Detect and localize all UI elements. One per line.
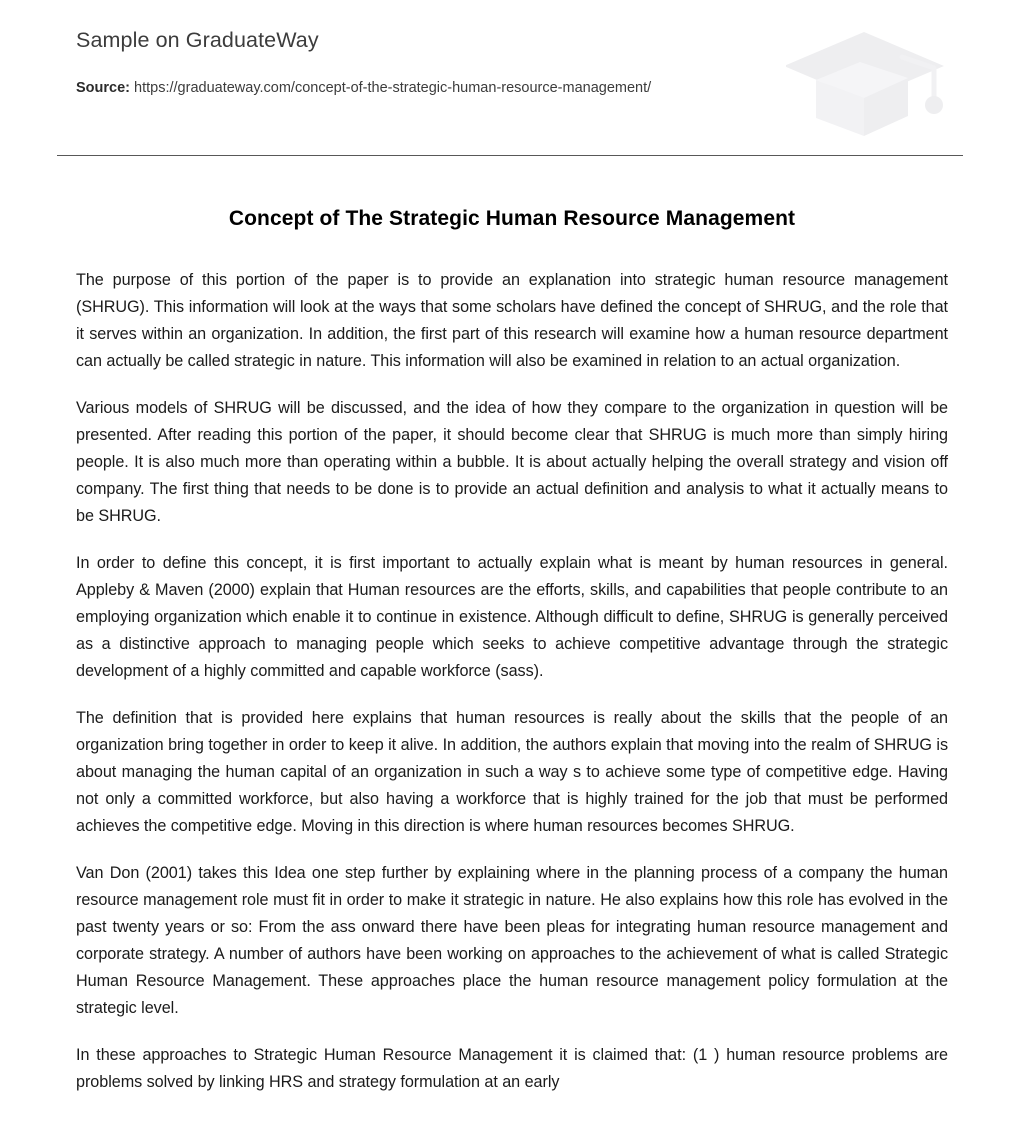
body-paragraph: The definition that is provided here explains that human resources is really about the skills that the people of an organization bring together in order to keep it alive. In addition, the authors explain that moving into the realm of SHRUG is about managing the human capital of an organization in such a way s to achieve some type of competitive edge. Having not only a committed workforce, but also having a workforce that is highly trained for the job that must be performed achieves the competitive edge. Moving in this direction is where human resources becomes SHRUG. <box>76 709 948 835</box>
header-divider <box>57 155 963 156</box>
body-paragraph: Various models of SHRUG will be discussed, and the idea of how they compare to the organization in question will be presented. After reading this portion of the paper, it should become clear that SHRUG is much more than simply hiring people. It is also much more than operating within a bubble. It is about actually helping the overall strategy and vision off company. The first thing that needs to be done is to provide an actual definition and analysis to what it actually means to be SHRUG. <box>76 399 948 525</box>
page-title: Concept of The Strategic Human Resource Management <box>228 207 796 230</box>
body-paragraph: In order to define this concept, it is first important to actually explain what is meant by human resources in general. Appleby & Maven (2000) explain that Human resources are the efforts, skills, and capabilities that people contribute to an employing organization which enable it to continue in existence. Although difficult to define, SHRUG is generally perceived as a distinctive approach to managing people which seeks to achieve competitive advantage through the strategic development of a highly committed and capable workforce (sass). <box>76 554 948 680</box>
site-title: Sample on GraduateWay <box>76 28 319 52</box>
source-line <box>76 78 706 99</box>
page-header <box>0 0 1024 156</box>
source-url[interactable]: https://graduateway.com/concept-of-the-strategic-human-resource-management/ <box>134 80 652 96</box>
body-paragraph: The purpose of this portion of the paper is to provide an explanation into strategic human resource management (SHRUG). This information will look at the ways that some scholars have defined the concept of SHRUG, and the role that it serves within an organization. In addition, the first part of this research will examine how a human resource department can actually be called strategic in nature. This information will also be examined in relation to an actual organization. <box>76 271 948 370</box>
graduation-cap-icon <box>786 26 966 138</box>
body-paragraph: In these approaches to Strategic Human Resource Management it is claimed that: (1 ) human resource problems are problems solved by linking HRS and strategy formulation at an early <box>76 1046 948 1091</box>
body-paragraph: Van Don (2001) takes this Idea one step further by explaining where in the planning process of a company the human resource management role must fit in order to make it strategic in nature. He also explains how this role has evolved in the past twenty years or so: From the ass onward there have been pleas for integrating human resource management and corporate strategy. A number of authors have been working on approaches to the achievement of what is called Strategic Human Resource Management. These approaches place the human resource management policy formulation at the strategic level. <box>76 864 948 1017</box>
source-label: Source: <box>76 80 130 96</box>
document-body <box>76 267 948 1096</box>
